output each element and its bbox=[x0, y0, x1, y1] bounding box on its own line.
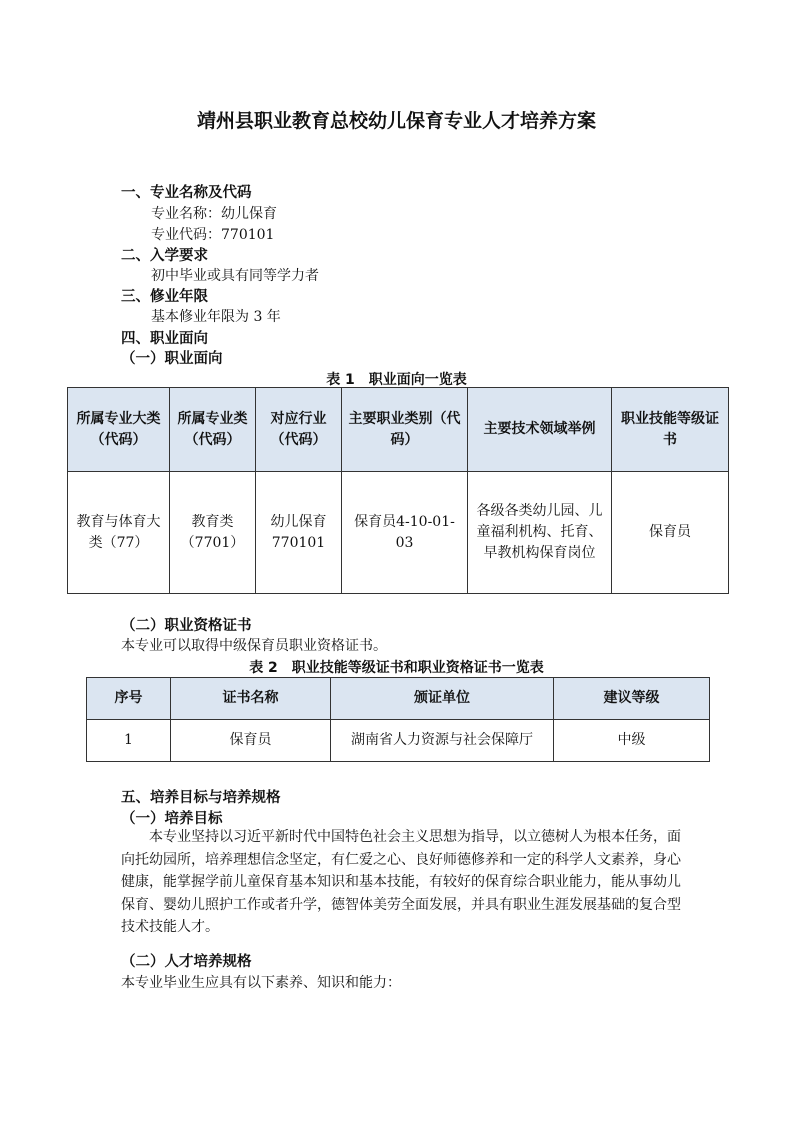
table-cell: 湖南省人力资源与社会保障厅 bbox=[331, 720, 554, 762]
header-cell: 建议等级 bbox=[554, 678, 710, 720]
header-cell: 对应行业（代码） bbox=[256, 388, 342, 472]
table-cell: 保育员 bbox=[612, 472, 729, 594]
table-cell: 幼儿保育770101 bbox=[256, 472, 342, 594]
section-heading-1: 一、专业名称及代码 bbox=[121, 185, 252, 201]
header-cell: 所属专业类（代码） bbox=[170, 388, 256, 472]
section-heading-5: 五、培养目标与培养规格 bbox=[121, 790, 281, 806]
career-table-header-row bbox=[68, 388, 729, 472]
major-name: 专业名称：幼儿保育 bbox=[151, 206, 277, 222]
header-cell: 主要技术领域举例 bbox=[468, 388, 612, 472]
table-cell: 教育与体育大类（77） bbox=[68, 472, 170, 594]
table-cell: 教育类（7701） bbox=[170, 472, 256, 594]
header-cell: 主要职业类别（代码） bbox=[342, 388, 468, 472]
header-cell: 所属专业大类（代码） bbox=[68, 388, 170, 472]
section-heading-4: 四、职业面向 bbox=[121, 331, 208, 347]
table2-caption: 表 2 职业技能等级证书和职业资格证书一览表 bbox=[249, 660, 544, 676]
page-title: 靖州县职业教育总校幼儿保育专业人才培养方案 bbox=[196, 110, 596, 132]
subsection-heading-5-2: （二）人才培养规格 bbox=[121, 954, 252, 970]
major-code: 专业代码：770101 bbox=[151, 227, 275, 243]
table-cell: 各级各类幼儿园、儿童福利机构、托育、早教机构保育岗位 bbox=[468, 472, 612, 594]
subsection-heading-4-1: （一）职业面向 bbox=[121, 351, 223, 367]
career-table bbox=[67, 387, 729, 594]
training-goal-paragraph: 本专业坚持以习近平新时代中国特色社会主义思想为指导，以立德树人为根本任务，面向托幼园所，培养理想信念坚定，有仁爱之心、良好师德修养和一定的科学人文素养，身心健康，能掌握学前儿童保育基本知识和基本技能，有较好的保育综合职业能力，能从事幼儿保育、婴幼儿照护工作或者升学，德智体美劳全面发展，并具有职业生涯发展基础的复合型技术技能人才。 bbox=[121, 829, 681, 935]
header-cell: 职业技能等级证书 bbox=[612, 388, 729, 472]
table-cell: 中级 bbox=[554, 720, 710, 762]
subsection-heading-5-1: （一）培养目标 bbox=[121, 811, 223, 827]
header-cell: 证书名称 bbox=[171, 678, 331, 720]
table-cell: 1 bbox=[87, 720, 171, 762]
certificate-table-header-row bbox=[87, 678, 710, 720]
header-cell: 颁证单位 bbox=[331, 678, 554, 720]
header-cell: 序号 bbox=[87, 678, 171, 720]
certificate-note: 本专业可以取得中级保育员职业资格证书。 bbox=[121, 638, 387, 654]
section-heading-3: 三、修业年限 bbox=[121, 289, 208, 305]
specification-intro: 本专业毕业生应具有以下素养、知识和能力： bbox=[121, 975, 401, 991]
table-cell: 保育员 bbox=[171, 720, 331, 762]
admission-requirement: 初中毕业或具有同等学力者 bbox=[151, 268, 319, 284]
table-row bbox=[68, 472, 729, 594]
table1-caption: 表 1 职业面向一览表 bbox=[326, 372, 467, 388]
section-heading-2: 二、入学要求 bbox=[121, 248, 208, 264]
table-row bbox=[87, 720, 710, 762]
subsection-heading-4-2: （二）职业资格证书 bbox=[121, 618, 252, 634]
table-cell: 保育员4-10-01-03 bbox=[342, 472, 468, 594]
study-duration: 基本修业年限为 3 年 bbox=[151, 309, 281, 325]
certificate-table bbox=[86, 677, 710, 762]
